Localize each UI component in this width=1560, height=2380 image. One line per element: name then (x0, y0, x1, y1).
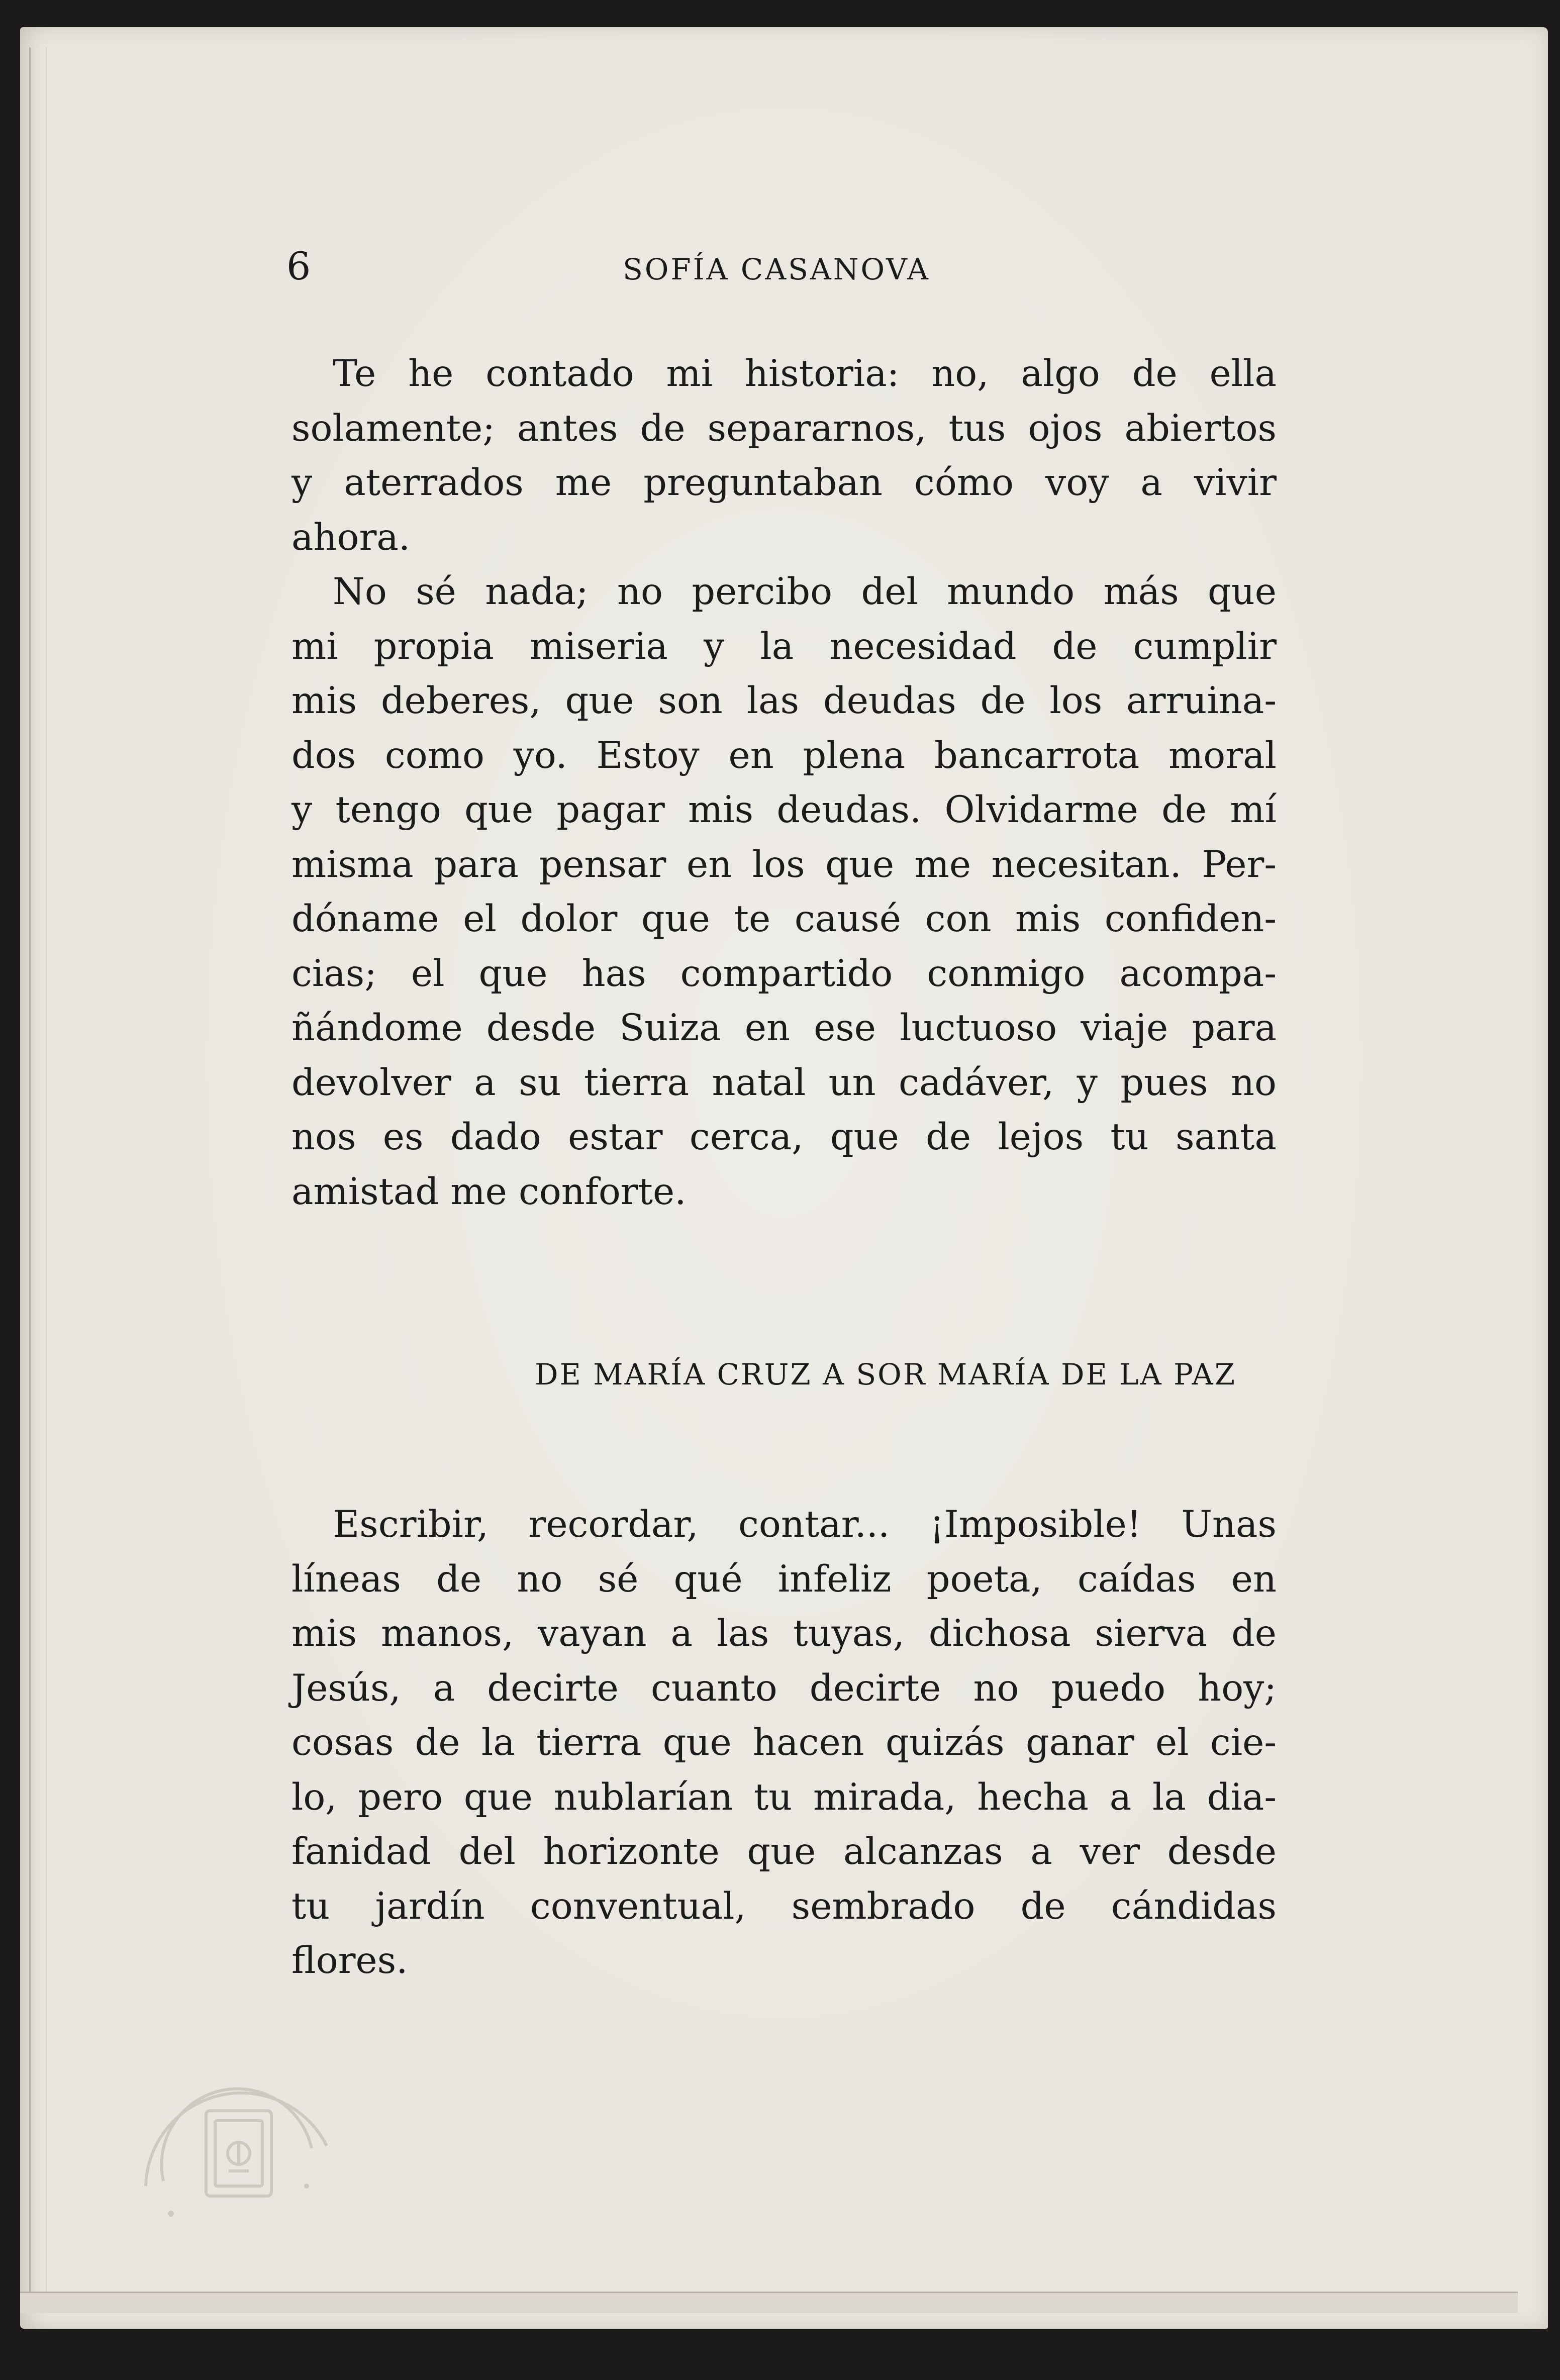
text-line: misma para pensar en los que me necesitan. Per- (291, 843, 1277, 886)
text-line: cosas de la tierra que hacen quizás ganar el cie- (291, 1721, 1277, 1764)
text-line: lo, pero que nublarían tu mirada, hecha a la dia- (291, 1775, 1277, 1819)
text-line: tu jardín conventual, sembrado de cándidas (291, 1885, 1277, 1928)
text-line: cias; el que has compartido conmigo acompa- (291, 952, 1277, 995)
text-line: ñándome desde Suiza en ese luctuoso viaje para (291, 1007, 1277, 1049)
embossed-stamp-icon (116, 2020, 357, 2241)
letter-body-1 (291, 347, 1277, 1219)
text-line: y tengo que pagar mis deudas. Olvidarme de mí (291, 788, 1277, 831)
letter-body-2 (291, 1498, 1277, 1989)
text-line: flores. (291, 1939, 408, 1982)
text-line: solamente; antes de separarnos, tus ojos abiertos (291, 407, 1277, 450)
section-title: DE MARÍA CRUZ A SOR MARÍA DE LA PAZ (534, 1357, 1236, 1392)
page-number: 6 (286, 244, 311, 288)
page-edge-left (29, 47, 47, 2309)
text-line: No sé nada; no percibo del mundo más que (333, 570, 1277, 613)
text-line: ahora. (291, 516, 411, 559)
text-line: amistad me conforte. (291, 1170, 687, 1213)
text-line: devolver a su tierra natal un cadáver, y pues no (291, 1061, 1277, 1104)
text-line: mi propia miseria y la necesidad de cumplir (291, 625, 1277, 668)
page-edge-bottom (20, 2292, 1518, 2313)
text-line: nos es dado estar cerca, que de lejos tu santa (291, 1116, 1277, 1158)
text-line: Te he contado mi historia: no, algo de ella (333, 352, 1277, 395)
text-line: dóname el dolor que te causé con mis confiden- (291, 898, 1277, 940)
library-stamp-icon (116, 2020, 357, 2241)
running-head: SOFÍA CASANOVA (623, 252, 930, 286)
text-line: y aterrados me preguntaban cómo voy a vivir (291, 461, 1277, 504)
text-line: dos como yo. Estoy en plena bancarrota moral (291, 734, 1277, 777)
text-line: líneas de no sé qué infeliz poeta, caídas en (291, 1557, 1277, 1601)
text-line: Jesús, a decirte cuanto decirte no puedo hoy; (291, 1666, 1277, 1710)
text-line: mis deberes, que son las deudas de los arruina- (291, 679, 1277, 722)
page-header (286, 244, 1266, 289)
text-line: fanidad del horizonte que alcanzas a ver desde (291, 1830, 1277, 1873)
text-line: Escribir, recordar, contar... ¡Imposible! Unas (333, 1503, 1277, 1546)
text-line: mis manos, vayan a las tuyas, dichosa sierva de (291, 1612, 1277, 1655)
